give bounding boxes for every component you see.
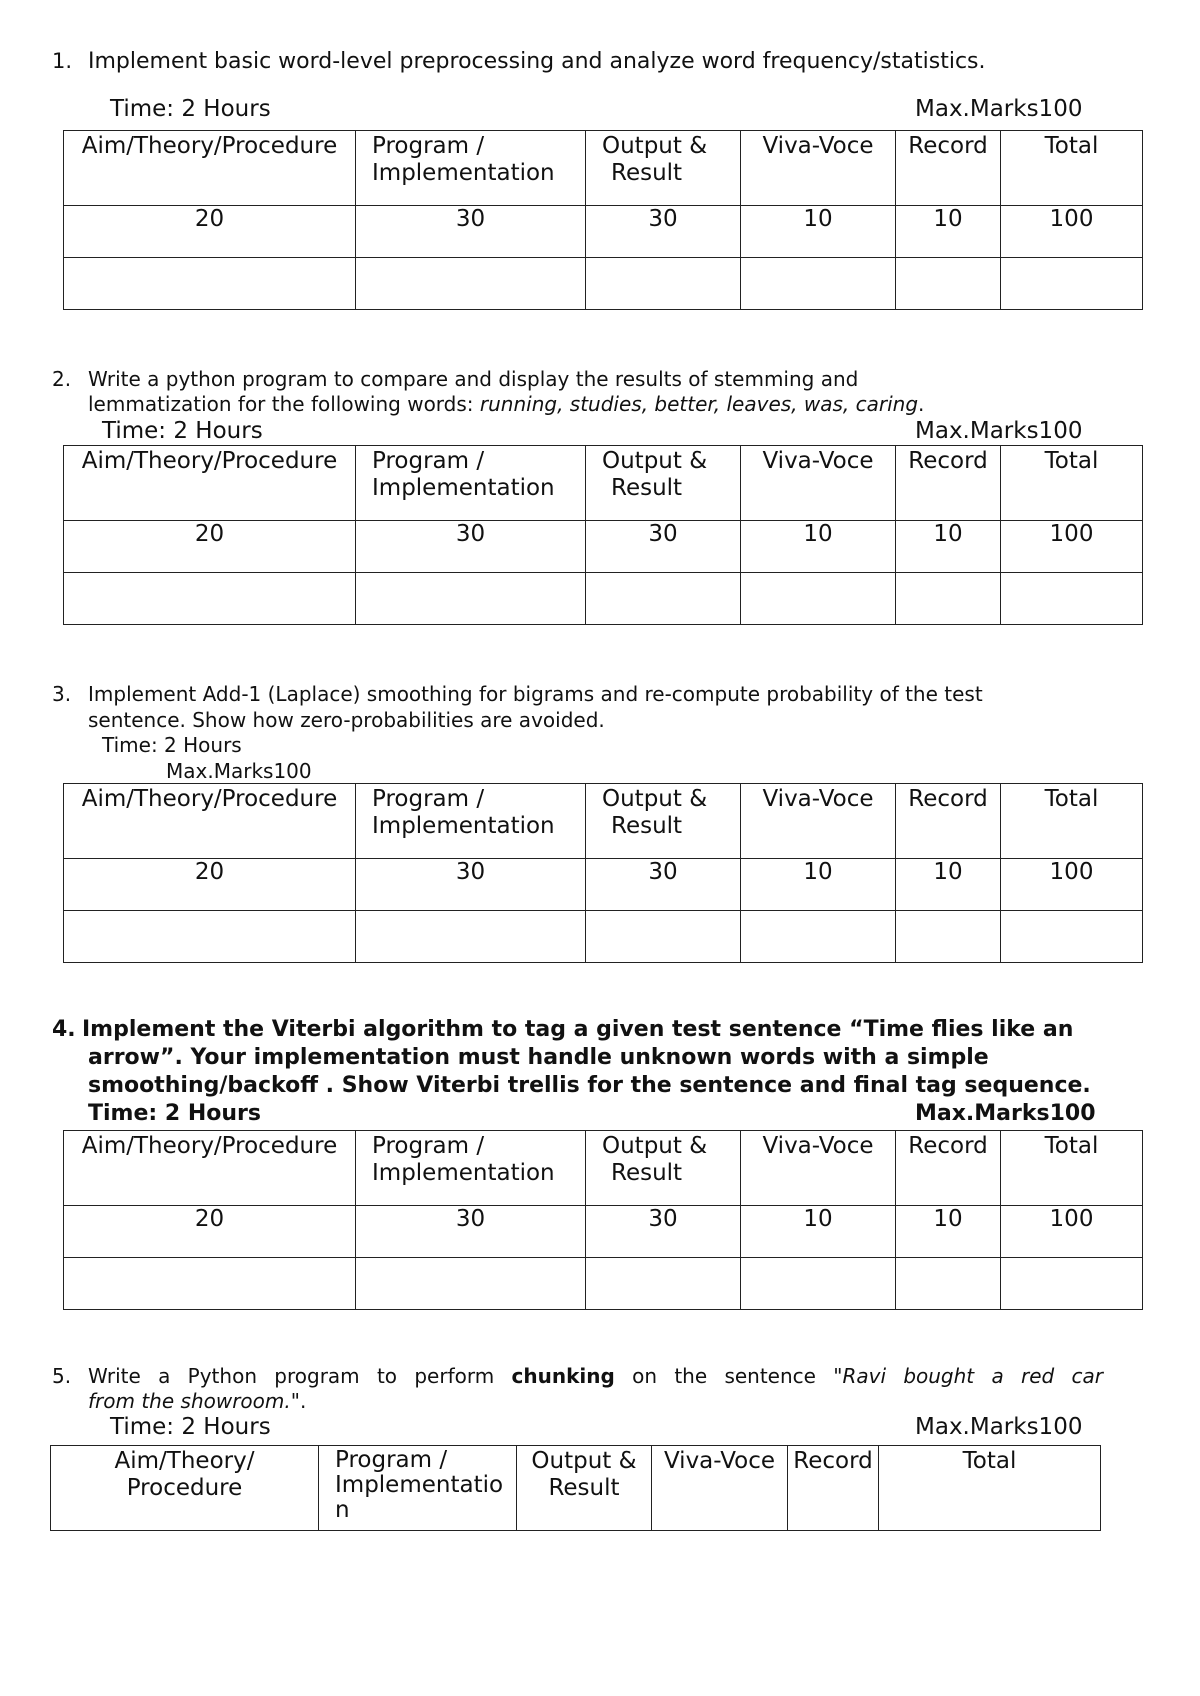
question-line-3: smoothing/backoff . Show Viterbi trellis for the sentence and final tag sequence. <box>88 1073 1091 1098</box>
time-label: Time: 2 Hours <box>110 96 271 122</box>
value-program: 30 <box>356 1206 586 1258</box>
question-number: 3. <box>52 682 72 706</box>
value-viva: 10 <box>741 859 896 911</box>
question-line-2: arrow”. Your implementation must handle unknown words with a simple <box>88 1045 989 1070</box>
blank-cell <box>741 1258 896 1310</box>
header-program: Program / Implementation <box>356 784 586 859</box>
blank-cell <box>64 258 356 310</box>
blank-cell <box>1001 573 1143 625</box>
header-program: Program / Implementation <box>356 131 586 206</box>
sentence-part-1: Ravi bought a red car <box>842 1364 1103 1388</box>
time-label: Time: 2 Hours <box>88 1101 261 1126</box>
value-output: 30 <box>586 206 741 258</box>
question-line-1: Implement the Viterbi algorithm to tag a given test sentence “Time flies like an <box>82 1017 1074 1042</box>
header-record: Record <box>788 1446 879 1531</box>
blank-cell <box>586 258 741 310</box>
keyword-chunking: chunking <box>511 1364 615 1388</box>
max-marks-label: Max.Marks100 <box>915 1101 1096 1126</box>
header-aim: Aim/Theory/Procedure <box>64 446 356 521</box>
question-line-2-suffix: ". <box>290 1389 307 1413</box>
header-total: Total <box>1001 784 1143 859</box>
marks-table <box>63 1130 1143 1310</box>
value-record: 10 <box>896 521 1001 573</box>
value-viva: 10 <box>741 1206 896 1258</box>
question-line-2-suffix: . <box>918 392 925 416</box>
blank-cell <box>741 911 896 963</box>
blank-cell <box>1001 1258 1143 1310</box>
header-record: Record <box>896 446 1001 521</box>
header-aim: Aim/Theory/Procedure <box>64 1131 356 1206</box>
value-record: 10 <box>896 206 1001 258</box>
blank-cell <box>586 911 741 963</box>
value-aim: 20 <box>64 1206 356 1258</box>
blank-cell <box>896 258 1001 310</box>
value-total: 100 <box>1001 206 1143 258</box>
header-record: Record <box>896 784 1001 859</box>
sentence-part-2: from the showroom. <box>88 1389 291 1413</box>
header-viva: Viva-Voce <box>741 1131 896 1206</box>
value-output: 30 <box>586 1206 741 1258</box>
header-program: Program / Implementation <box>356 1131 586 1206</box>
blank-cell <box>741 573 896 625</box>
blank-cell <box>586 1258 741 1310</box>
max-marks-label: Max.Marks100 <box>915 418 1083 444</box>
blank-cell <box>64 573 356 625</box>
value-record: 10 <box>896 1206 1001 1258</box>
blank-cell <box>741 258 896 310</box>
time-label: Time: 2 Hours <box>102 418 263 444</box>
question-number: 5. <box>52 1364 72 1388</box>
marks-table <box>63 445 1143 625</box>
question-line-2: sentence. Show how zero-probabilities are avoided. <box>88 708 605 732</box>
header-output: Output & Result <box>586 784 741 859</box>
value-record: 10 <box>896 859 1001 911</box>
value-viva: 10 <box>741 521 896 573</box>
value-aim: 20 <box>64 859 356 911</box>
header-program: Program / Implementation <box>356 446 586 521</box>
max-marks-label: Max.Marks100 <box>915 1414 1083 1440</box>
header-aim: Aim/Theory/Procedure <box>64 784 356 859</box>
header-total: Total <box>879 1446 1101 1531</box>
value-program: 30 <box>356 206 586 258</box>
blank-cell <box>896 573 1001 625</box>
time-label: Time: 2 Hours <box>102 733 242 757</box>
header-viva: Viva-Voce <box>741 446 896 521</box>
value-output: 30 <box>586 859 741 911</box>
header-output: Output & Result <box>586 1131 741 1206</box>
max-marks-label: Max.Marks100 <box>166 759 312 783</box>
question-line-2-prefix: lemmatization for the following words: <box>88 392 480 416</box>
header-output: Output & Result <box>586 446 741 521</box>
header-total: Total <box>1001 1131 1143 1206</box>
header-total: Total <box>1001 131 1143 206</box>
question-text: Implement basic word-level preprocessing and analyze word frequency/statistics. <box>88 49 986 74</box>
marks-table <box>50 1445 1101 1531</box>
word-list: running, studies, better, leaves, was, caring <box>479 392 919 416</box>
blank-cell <box>896 1258 1001 1310</box>
header-total: Total <box>1001 446 1143 521</box>
marks-table <box>63 130 1143 310</box>
header-viva: Viva-Voce <box>741 784 896 859</box>
value-viva: 10 <box>741 206 896 258</box>
header-aim: Aim/Theory/ Procedure <box>51 1446 319 1531</box>
question-line-1: Implement Add-1 (Laplace) smoothing for bigrams and re-compute probability of the test <box>88 682 983 706</box>
header-output: Output & Result <box>517 1446 652 1531</box>
value-program: 30 <box>356 859 586 911</box>
time-label: Time: 2 Hours <box>110 1414 271 1440</box>
value-total: 100 <box>1001 859 1143 911</box>
header-viva: Viva-Voce <box>741 131 896 206</box>
blank-cell <box>64 911 356 963</box>
value-total: 100 <box>1001 521 1143 573</box>
header-viva: Viva-Voce <box>652 1446 788 1531</box>
max-marks-label: Max.Marks100 <box>915 96 1083 122</box>
blank-cell <box>586 573 741 625</box>
blank-cell <box>356 258 586 310</box>
header-program: Program / Implementatio n <box>319 1446 517 1531</box>
blank-cell <box>1001 258 1143 310</box>
blank-cell <box>896 911 1001 963</box>
question-line-1b: on the sentence " <box>614 1364 843 1388</box>
value-aim: 20 <box>64 521 356 573</box>
blank-cell <box>356 911 586 963</box>
question-line-1: Write a python program to compare and display the results of stemming and <box>88 367 859 391</box>
question-number: 1. <box>52 49 73 73</box>
blank-cell <box>356 1258 586 1310</box>
value-output: 30 <box>586 521 741 573</box>
value-aim: 20 <box>64 206 356 258</box>
value-total: 100 <box>1001 1206 1143 1258</box>
blank-cell <box>1001 911 1143 963</box>
question-number: 2. <box>52 367 72 391</box>
header-output: Output & Result <box>586 131 741 206</box>
header-aim: Aim/Theory/Procedure <box>64 131 356 206</box>
value-program: 30 <box>356 521 586 573</box>
question-line-1a: Write a Python program to perform <box>88 1364 512 1388</box>
header-record: Record <box>896 131 1001 206</box>
blank-cell <box>64 1258 356 1310</box>
header-record: Record <box>896 1131 1001 1206</box>
question-number: 4. <box>52 1017 76 1042</box>
marks-table <box>63 783 1143 963</box>
blank-cell <box>356 573 586 625</box>
